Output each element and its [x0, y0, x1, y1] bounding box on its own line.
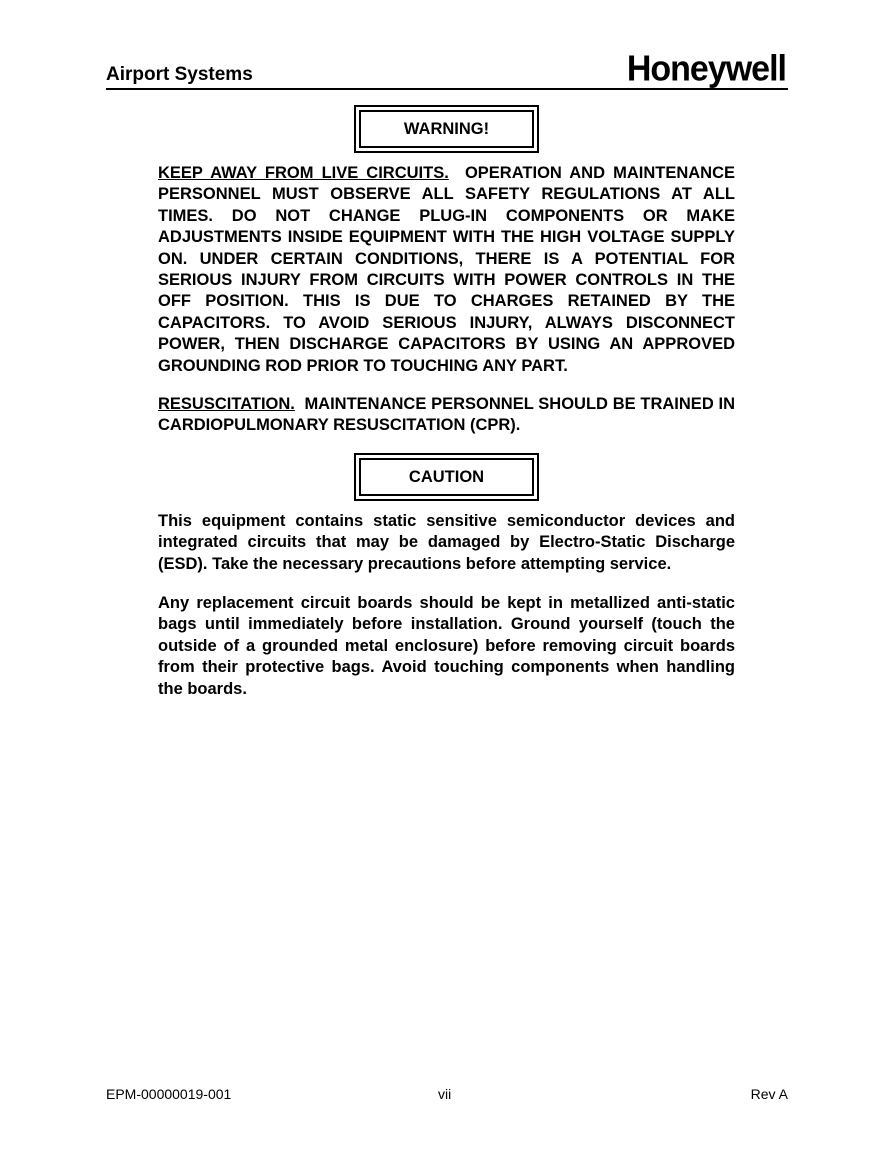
caution-esd-paragraph: This equipment contains static sensitive semiconductor devices and integrated circuits that may be damaged by Electro-Static Discharge (ESD). Take the necessary precautions before attempting service.: [158, 512, 735, 573]
warning-live-circuits-paragraph: [158, 163, 735, 377]
page-header: [106, 48, 788, 90]
caution-box: [354, 453, 539, 501]
warning-box: [354, 105, 539, 153]
caution-circuit-boards-paragraph: Any replacement circuit boards should be kept in metallized anti-static bags until immediately before installation. Ground yourself (touch the outside of a grounded metal enclosure) before removing circuit boards from their protective bags. Avoid touching components when handling the boards.: [158, 594, 735, 698]
live-circuits-heading: KEEP AWAY FROM LIVE CIRCUITS.: [158, 164, 449, 182]
section-title: Airport Systems: [106, 64, 253, 85]
warning-label: WARNING!: [359, 110, 534, 148]
resuscitation-heading: RESUSCITATION.: [158, 395, 295, 413]
caution-label: CAUTION: [359, 458, 534, 496]
footer-revision: Rev A: [750, 1086, 788, 1102]
footer-doc-number: EPM-00000019-001: [106, 1086, 232, 1102]
footer-page-number: vii: [438, 1086, 452, 1102]
live-circuits-body: OPERATION AND MAINTENANCE PERSONNEL MUST OBSERVE ALL SAFETY REGULATIONS AT ALL TIMES. DO NOT CHANGE PLUG-IN COMPONENTS OR MAKE ADJUSTMENTS INSIDE EQUIPMENT WITH THE HIGH VOLTAGE SUPPLY ON. UNDER CERTAIN CONDITIONS, THERE IS A POTENTIAL FOR SERIOUS INJURY FROM CIRCUITS WITH POWER CONTROLS IN THE OFF POSITION. THIS IS DUE TO CHARGES RETAINED BY THE CAPACITORS. TO AVOID SERIOUS INJURY, ALWAYS DISCONNECT POWER, THEN DISCHARGE CAPACITORS BY USING AN APPROVED GROUNDING ROD PRIOR TO TOUCHING ANY PART.: [158, 164, 735, 375]
honeywell-logo: Honeywell: [626, 49, 786, 89]
warning-resuscitation-paragraph: [158, 394, 735, 437]
resuscitation-body: MAINTENANCE PERSONNEL SHOULD BE TRAINED IN CARDIOPULMONARY RESUSCITATION (CPR).: [158, 395, 736, 435]
